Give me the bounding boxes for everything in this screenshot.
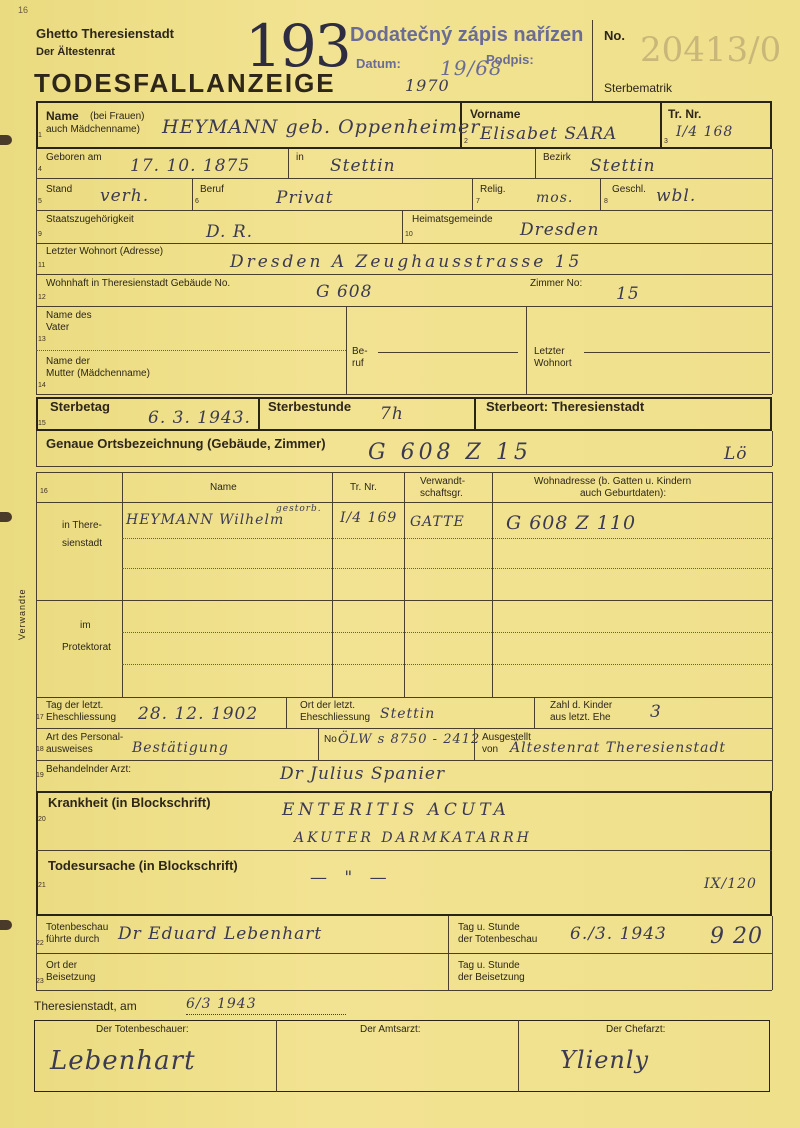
name-sub: (bei Frauen)	[90, 111, 145, 122]
geschl-value: wbl.	[656, 186, 697, 206]
header-council: Der Ältestenrat	[36, 46, 115, 58]
eltern-wohnort-label: Letzter	[534, 346, 565, 357]
stamp-date: 19/68	[440, 56, 503, 80]
ehe-tag-value: 28. 12. 1902	[138, 704, 259, 724]
wohnhaft-label: Wohnhaft in Theresienstadt Gebäude No.	[46, 278, 231, 289]
heimat-value: Dresden	[520, 220, 600, 240]
geboren-label: Geboren am	[46, 152, 102, 163]
col-wohnadresse: Wohnadresse (b. Gatten u. Kindern	[534, 476, 692, 487]
year-note: 1970	[405, 76, 450, 95]
sig-totenbeschauer-label: Der Totenbeschauer:	[96, 1024, 189, 1035]
name-value: HEYMANN geb. Oppenheimer	[162, 116, 481, 138]
death-box	[36, 397, 772, 431]
in-value: Stettin	[330, 156, 396, 176]
relig-label: Relig.	[480, 184, 506, 195]
relative-name: HEYMANN Wilhelm	[126, 512, 285, 528]
beruf-value: Privat	[276, 188, 334, 208]
ehe-ort-label: Ort der letzt.	[300, 700, 356, 711]
sig-amtsarzt-label: Der Amtsarzt:	[360, 1024, 421, 1035]
sterbestunde-label: Sterbestunde	[268, 399, 352, 414]
geboren-value: 17. 10. 1875	[130, 156, 251, 176]
zimmer-value: 15	[616, 284, 640, 304]
diagnosis-code: IX/120	[704, 876, 757, 892]
wohnort-value: Dresden A Zeughausstrasse 15	[230, 252, 583, 272]
wohnhaft-value: G 608	[316, 282, 373, 302]
kinder-label: Zahl d. Kinder	[550, 700, 613, 711]
in-theresienstadt-label: in There-	[62, 520, 102, 531]
place-date-label: Theresienstadt, am	[34, 999, 137, 1013]
vater-label: Name des	[46, 310, 92, 321]
zimmer-label: Zimmer No:	[530, 278, 583, 289]
punch-hole	[0, 135, 12, 145]
beschau-label: Totenbeschau	[46, 922, 109, 933]
sterbematrik-label: Sterbematrik	[604, 81, 673, 95]
arzt-label: Behandelnder Arzt:	[46, 764, 132, 775]
death-certificate-page: 16 Ghetto Theresienstadt Der Ältestenrat TODESFALLANZEIGE 193 Dodatečný zápis nařízen Datum: Podpis: 19/68 1970 No. Sterbematrik 20413/0 Name (bei Frauen) auch Mädchenname) HEYMANN geb. Oppenheimer Vorname Elisabet SARA Tr. Nr. I/4 168 Geboren am 17. 10. 1875 in Stettin Bezirk Stettin Stand verh. Beruf Privat Relig. mos. Geschl. wbl. Staatszugehörigkeit D. R. Heimatsgemeinde Dresden Letzter Wohnort (Adresse) Dresden A Zeughausstrasse 15 Wohnhaft in Theresienstadt Gebäude No. G 608 Zimmer No: 15 Name des Vater Name der Mutter (Mädchenname) Be- ruf Letzter Wohnort Sterbetag 6. 3. 1943. Sterbestunde 7h Sterbeort: Theresienstadt Genaue Ortsbezeichnung (Gebäude, Zimmer) G 608 Z 15 Lö Name Tr. Nr. Verwandt- schaftsgr. Wohnadresse (b. Gatten u. Kindern auch Geburtdaten): Verwandte in There- sienstadt im Protektorat HEYMANN Wilhelm gestorb. I/4 169 GATTE G 608 Z 110 Tag der letzt. Eheschliessung 28. 12. 1902 Ort der letzt. Eheschliessung Stettin Zahl d. Kinder aus letzt. Ehe 3 Art des Personal- ausweises Bestätigung No ÖLW s 8750 - 2412 Ausgestellt von Ältestenrat Theresienstadt Behandelnder Arzt: Dr Julius Spanier Krankheit (in Blockschrift) ENTERITIS ACUTA AKUTER DARMKATARRH Todesursache (in Blockschrift) — " — IX/120 Totenbeschau führte durch Dr Eduard Lebenhart Tag u. Stunde der Totenbeschau 6./3. 1943 9 20 Ort der Beisetzung Tag u. Stunde der Beisetzung Theresienstadt, am 6/3 1943 Der Totenbeschauer: Der Amtsarzt: Der Chefarzt: Lebenhart Ylienly 1 2 3 4 5 6 7 8 9 10 11 12 13 14 15 16 17 18 19 20 21 22 23	[0, 0, 800, 1128]
bezirk-value: Stettin	[590, 156, 656, 176]
corner-note: 16	[18, 5, 29, 15]
stamp-datum: Datum:	[356, 56, 401, 71]
geschl-label: Geschl.	[612, 184, 646, 195]
punch-hole	[0, 512, 12, 522]
no-label: No.	[604, 28, 625, 43]
beschau-tag-value: 6./3. 1943	[570, 924, 667, 944]
krankheit-label: Krankheit (in Blockschrift)	[48, 795, 211, 810]
beisetzung-ort-label: Ort der	[46, 960, 78, 971]
sterbetag-label: Sterbetag	[50, 399, 110, 414]
in-label: in	[296, 152, 304, 163]
sig-totenbeschauer: Lebenhart	[50, 1046, 196, 1076]
name-sub2: auch Mädchenname)	[46, 124, 140, 135]
relative-trnr: I/4 169	[340, 510, 398, 526]
beruf-label: Beruf	[200, 184, 224, 195]
sig-chefarzt-label: Der Chefarzt:	[606, 1024, 666, 1035]
krankheit-value-1: ENTERITIS ACUTA	[282, 800, 510, 820]
col-trnr: Tr. Nr.	[350, 482, 377, 493]
register-number: 20413/0	[640, 30, 782, 70]
krankheit-value-2: AKUTER DARMKATARRH	[294, 830, 532, 846]
place-date-value: 6/3 1943	[186, 996, 257, 1012]
mutter-label: Name der	[46, 356, 90, 367]
stamp-line: Dodatečný zápis nařízen	[350, 24, 584, 46]
col-verwandt: Verwandt-	[420, 476, 466, 487]
arzt-value: Dr Julius Spanier	[280, 764, 446, 784]
stamp-podpis: Podpis:	[486, 52, 534, 67]
protektorat-label: im	[80, 620, 91, 631]
eltern-beruf-label: Be-	[352, 346, 368, 357]
ortsbezeichnung-label: Genaue Ortsbezeichnung (Gebäude, Zimmer)	[46, 436, 326, 451]
sig-chefarzt: Ylienly	[560, 1046, 650, 1074]
bezirk-label: Bezirk	[543, 152, 571, 163]
punch-hole	[0, 920, 12, 930]
relative-relation: GATTE	[410, 514, 465, 530]
beisetzung-tag-label: Tag u. Stunde	[458, 960, 520, 971]
staats-value: D. R.	[206, 222, 254, 242]
stand-value: verh.	[100, 186, 150, 206]
vorname-value: Elisabet SARA	[480, 124, 618, 144]
ausweis-no-label: No	[324, 734, 337, 745]
big-number: 193	[245, 12, 350, 80]
ausweis-no-value: ÖLW s 8750 - 2412	[338, 732, 481, 747]
ausweis-label: Art des Personal-	[46, 732, 124, 743]
sterbestunde-value: 7h	[380, 404, 404, 424]
stand-label: Stand	[46, 184, 73, 195]
kinder-value: 3	[650, 702, 662, 722]
ausgestellt-value: Ältestenrat Theresienstadt	[510, 740, 727, 756]
col-name: Name	[210, 482, 237, 493]
heimat-label: Heimatsgemeinde	[412, 214, 493, 225]
staats-label: Staatszugehörigkeit	[46, 214, 134, 225]
beschau-hour: 9 20	[710, 924, 763, 949]
trnr-label: Tr. Nr.	[668, 107, 702, 121]
relative-name-note: gestorb.	[276, 504, 322, 514]
verwandte-side-label: Verwandte	[17, 588, 27, 640]
ehe-ort-value: Stettin	[380, 706, 436, 722]
vorname-label: Vorname	[470, 107, 521, 121]
todesursache-label: Todesursache (in Blockschrift)	[48, 858, 238, 873]
wohnort-label: Letzter Wohnort (Adresse)	[46, 246, 164, 257]
relative-address: G 608 Z 110	[506, 512, 637, 534]
sterbetag-value: 6. 3. 1943.	[148, 408, 251, 428]
ehe-tag-label: Tag der letzt.	[46, 700, 104, 711]
sterbeort-label: Sterbeort: Theresienstadt	[486, 399, 645, 414]
trnr-value: I/4 168	[676, 124, 734, 140]
ortsbezeichnung-extra: Lö	[724, 444, 748, 464]
ausweis-value: Bestätigung	[132, 740, 229, 756]
page-title: TODESFALLANZEIGE	[34, 68, 336, 98]
todesursache-value: — " —	[310, 868, 393, 888]
relig-value: mos.	[536, 190, 574, 206]
ausgestellt-label: Ausgestellt	[482, 732, 531, 743]
beschau-tag-label: Tag u. Stunde	[458, 922, 520, 933]
header-ghetto: Ghetto Theresienstadt	[36, 26, 174, 41]
beschau-value: Dr Eduard Lebenhart	[118, 924, 323, 944]
name-label: Name	[46, 109, 79, 123]
ortsbezeichnung-value: G 608 Z 15	[368, 440, 532, 465]
